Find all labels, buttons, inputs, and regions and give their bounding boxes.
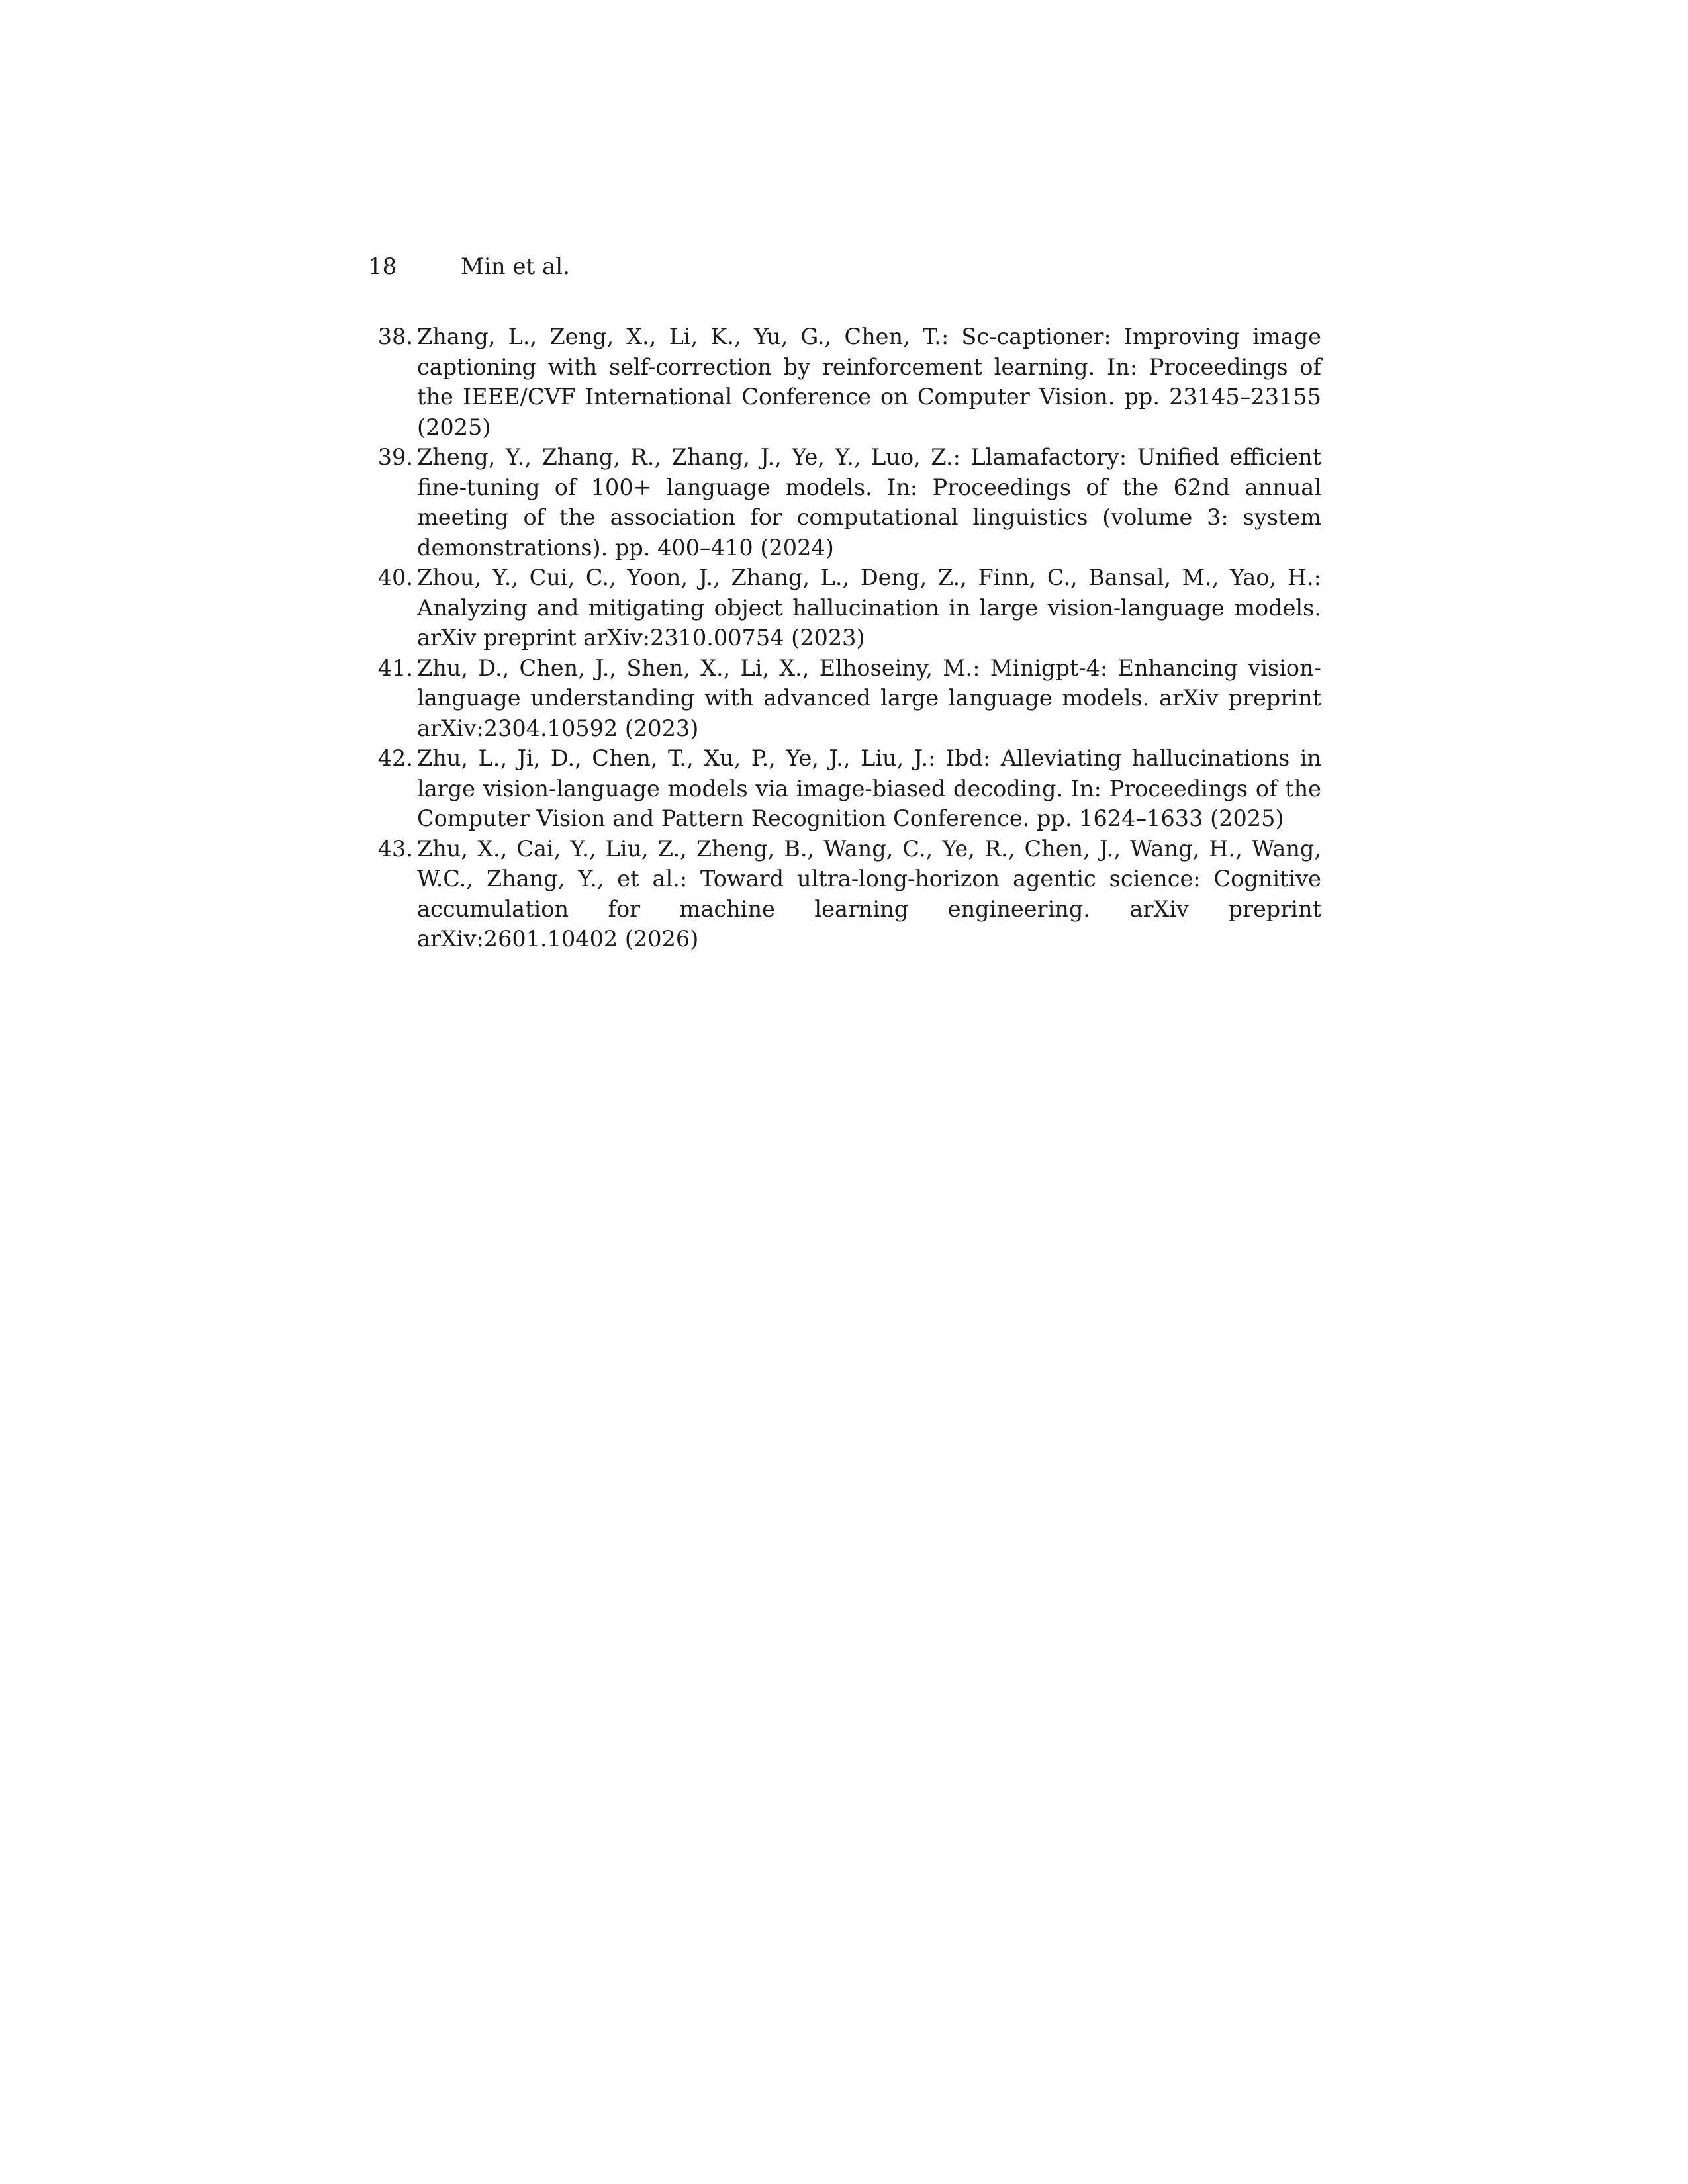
reference-text: Zhou, Y., Cui, C., Yoon, J., Zhang, L., Deng, Z., Finn, C., Bansal, M., Yao, H.: Analyzing and mitigating object hallucination in large vision-language models. arXiv preprint arXiv:2310.00754 (2023): [417, 565, 1321, 651]
reference-number: 39.: [377, 444, 413, 470]
reference-number: 40.: [377, 565, 413, 590]
page-header: [368, 250, 1321, 283]
reference-text: Zhu, D., Chen, J., Shen, X., Li, X., Elhoseiny, M.: Minigpt-4: Enhancing vision-language understanding with advanced large language models. arXiv preprint arXiv:2304.10592 (2023): [417, 655, 1321, 741]
reference-text: Zhu, L., Ji, D., Chen, T., Xu, P., Ye, J., Liu, J.: Ibd: Alleviating hallucinations in large vision-language models via image-biased decoding. In: Proceedings of the Computer Vision and Pattern Recognition Conference. pp. 1624–1633 (2025): [417, 745, 1321, 831]
reference-text: Zheng, Y., Zhang, R., Zhang, J., Ye, Y., Luo, Z.: Llamafactory: Unified efficient fine-tuning of 100+ language models. In: Proceedings of the 62nd annual meeting of the association for computational linguistics (volume 3: system demonstrations). pp. 400–410 (2024): [417, 444, 1321, 561]
reference-item: [368, 322, 1321, 442]
reference-number: 43.: [377, 835, 413, 862]
page-number: 18: [368, 253, 397, 280]
reference-item: [368, 834, 1321, 954]
reference-item: [368, 563, 1321, 653]
reference-list: [368, 322, 1321, 954]
reference-number: 42.: [377, 745, 413, 771]
reference-text: Zhu, X., Cai, Y., Liu, Z., Zheng, B., Wang, C., Ye, R., Chen, J., Wang, H., Wang, W.C., Zhang, Y., et al.: Toward ultra-long-horizon agentic science: Cognitive accumulation for machine learning engineering. arXiv preprint arXiv:2601.10402 (2026): [417, 835, 1321, 952]
reference-number: 41.: [377, 655, 413, 681]
running-head: Min et al.: [461, 253, 570, 280]
reference-item: [368, 743, 1321, 834]
reference-number: 38.: [377, 324, 413, 349]
reference-item: [368, 653, 1321, 744]
reference-item: [368, 442, 1321, 563]
reference-text: Zhang, L., Zeng, X., Li, K., Yu, G., Chen, T.: Sc-captioner: Improving image captioning with self-correction by reinforcement learning. In: Proceedings of the IEEE/CVF International Conference on Computer Vision. pp. 23145–23155 (2025): [417, 324, 1321, 440]
